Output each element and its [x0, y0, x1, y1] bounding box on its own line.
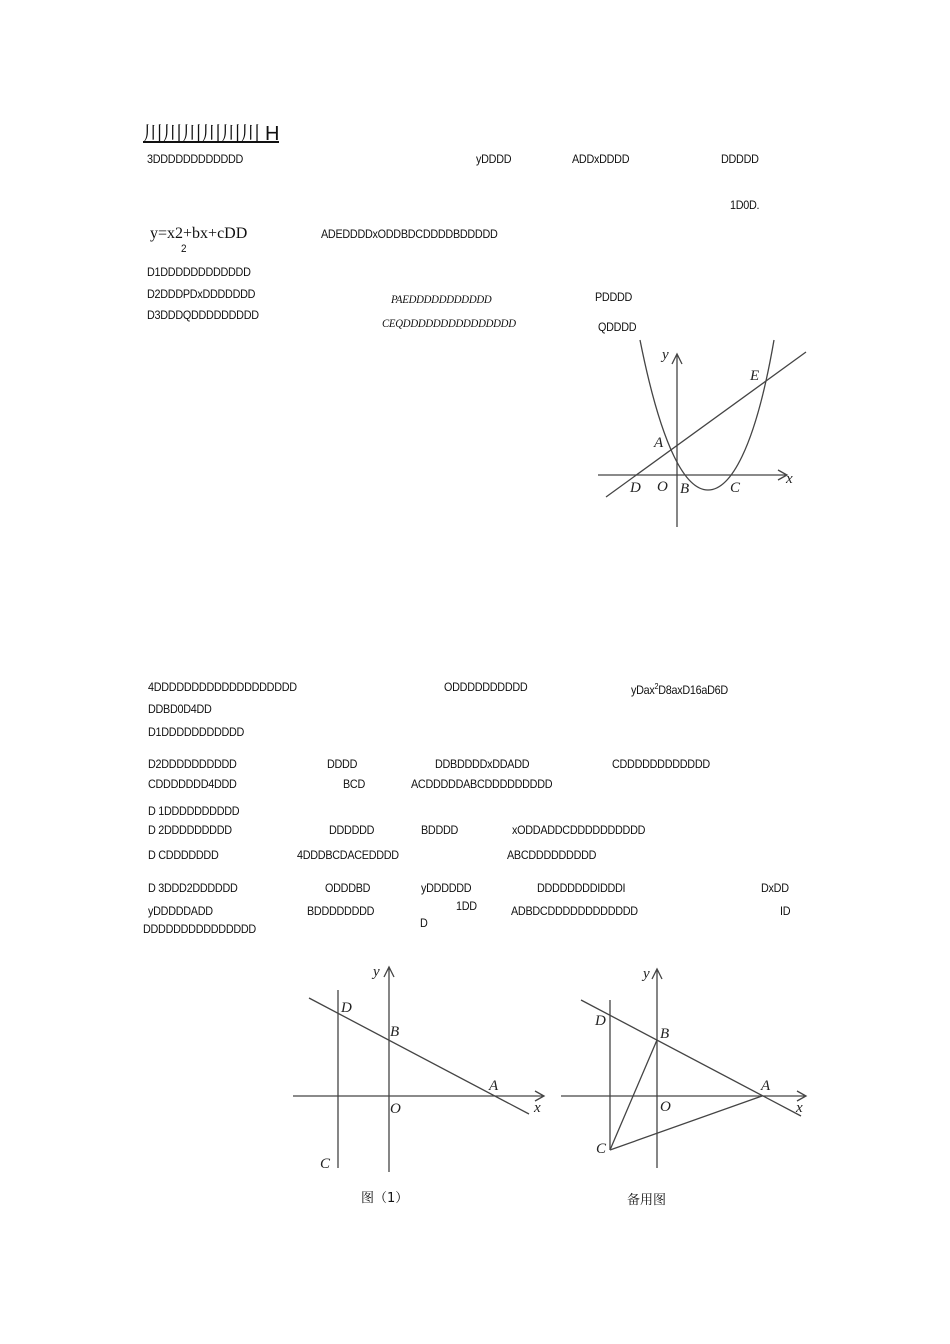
q2-line-4-a: D2DDDDDDDDDD [148, 757, 237, 771]
q2-line-1-c [631, 680, 728, 697]
q2-line-8-a: D CDDDDDDD [148, 848, 219, 862]
q2-line-2: DDBD0D4DD [148, 702, 212, 716]
q2-line-8-b: 4DDDBCDACEDDDD [297, 848, 399, 862]
f1-label-b: B [390, 1024, 400, 1040]
page-title: 川川川川川川 H [143, 123, 279, 145]
f1-label-d: D [341, 1000, 352, 1016]
q1-header-d: DDDDD [721, 152, 759, 166]
f1-label-x: x [534, 1100, 541, 1116]
q1-part-3-mid: CEQDDDDDDDDDDDDDDD [382, 316, 516, 330]
q2-line-4-b: DDDD [327, 757, 358, 771]
f2-line-da [581, 1000, 801, 1116]
q1-part-2: D2DDDPDxDDDDDDD [147, 287, 256, 301]
q2-line-4-d: CDDDDDDDDDDDD [612, 757, 710, 771]
q1-formula-text: y=x2+bx+cDD [150, 225, 248, 242]
q2-line-1-c-text: yDax [631, 683, 655, 697]
q2-line-10-a: yDDDDDADD [148, 904, 213, 918]
q2-line-4-c: DDBDDDDxDDADD [435, 757, 530, 771]
q2-line-5-a: CDDDDDDD4DDD [148, 777, 237, 791]
q1-header-c: ADDxDDDD [572, 152, 630, 166]
q2-line-7-a: D 2DDDDDDDDD [148, 823, 232, 837]
q1-label-e: E [750, 368, 760, 384]
q2-line-1-sup: 2 [654, 682, 659, 691]
q2-line-10-e: ID [780, 904, 791, 918]
q1-figure [590, 335, 815, 530]
q2-line-9-c: yDDDDDD [421, 881, 472, 895]
q2-figure-1 [285, 960, 555, 1180]
q2-line-5-b: BCD [343, 777, 365, 791]
q2-line-9-b: ODDDBD [325, 881, 371, 895]
q1-label-o: O [657, 479, 668, 495]
q1-part-3-right: QDDDD [598, 320, 637, 334]
q2-line-7-b: DDDDDD [329, 823, 375, 837]
f2-label-a: A [761, 1078, 771, 1094]
f1-label-o: O [390, 1101, 401, 1117]
q2-figure-2-caption: 备用图 [627, 1193, 667, 1208]
q2-line-10-c: 1DD [456, 899, 477, 913]
q1-formula-tail: ADEDDDDxODDBDCDDDDBDDDDD [321, 227, 498, 241]
q1-part-2-right: PDDDD [595, 290, 633, 304]
f2-label-b: B [660, 1026, 670, 1042]
f2-segment-cb [610, 1040, 657, 1150]
q1-parabola [640, 340, 774, 490]
f1-label-c: C [320, 1156, 331, 1172]
q2-line-10-c2: D [420, 916, 428, 930]
q2-line-8-c: ABCDDDDDDDDD [507, 848, 597, 862]
q1-header-b: yDDDD [476, 152, 512, 166]
q2-line-5-c: ACDDDDDABCDDDDDDDDD [411, 777, 553, 791]
q2-line-1-a: 4DDDDDDDDDDDDDDDDDDD [148, 680, 297, 694]
q2-line-9-d: DDDDDDDDIDDDI [537, 881, 626, 895]
q2-line-7-c: BDDDD [421, 823, 459, 837]
q2-line-10-d: ADBDCDDDDDDDDDDDD [511, 904, 638, 918]
q1-formula-sub: 2 [181, 243, 187, 255]
q2-line-9-e: DxDD [761, 881, 789, 895]
q2-line-1-d: D8axD16aD6D [658, 683, 728, 697]
q1-part-3: D3DDDQDDDDDDDDD [147, 308, 259, 322]
f2-label-y: y [643, 966, 650, 982]
q2-line-10-b: BDDDDDDDD [307, 904, 375, 918]
q1-label-c: C [730, 480, 741, 496]
q2-figure-1-caption: 图（1） [361, 1191, 409, 1206]
q1-label-d: D [630, 480, 641, 496]
q2-line-9-a: D 3DDD2DDDDDD [148, 881, 238, 895]
f2-label-o: O [660, 1099, 671, 1115]
f1-label-y: y [373, 964, 380, 980]
q2-line-3: D1DDDDDDDDDDD [148, 725, 245, 739]
q1-part-2-mid: PAEDDDDDDDDDDD [391, 292, 492, 306]
q2-figure-2 [555, 962, 820, 1172]
q1-header-a: 3DDDDDDDDDDDD [147, 152, 244, 166]
q2-line-11: DDDDDDDDDDDDDDD [143, 922, 256, 936]
f2-label-d: D [595, 1013, 606, 1029]
f1-label-a: A [489, 1078, 499, 1094]
q1-label-a: A [654, 435, 664, 451]
q1-label-b: B [680, 481, 690, 497]
q1-score: 1D0D. [730, 198, 760, 212]
q2-line-1-b: ODDDDDDDDDD [444, 680, 528, 694]
q1-formula [150, 224, 247, 244]
f2-segment-ca [610, 1096, 762, 1150]
q1-label-y: y [662, 347, 669, 363]
f2-label-c: C [596, 1141, 607, 1157]
q2-line-6: D 1DDDDDDDDDD [148, 804, 240, 818]
q1-label-x: x [786, 471, 793, 487]
q2-line-7-d: xODDADDCDDDDDDDDDD [512, 823, 646, 837]
q1-part-1: D1DDDDDDDDDDDD [147, 265, 251, 279]
f2-label-x: x [796, 1100, 803, 1116]
